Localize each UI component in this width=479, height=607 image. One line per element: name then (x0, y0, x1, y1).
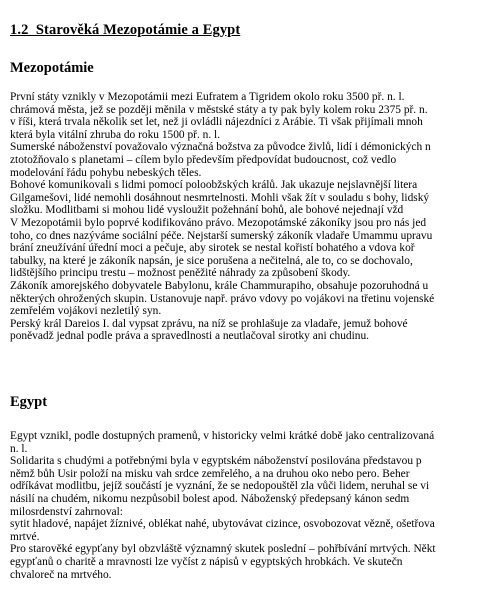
text-line: která byla vitální zhruba do roku 1500 př. n. l. (10, 128, 221, 141)
text-line: V Mezopotámii bylo poprvé kodifikováno právo. Mezopotámské zákoníky jsou pro nás jed (10, 216, 427, 229)
text-line: složku. Modlitbami si mohou lidé vysloužit požehnání bohů, ale bohové nejednají vžd (10, 204, 404, 217)
text-line: n. l. (10, 442, 28, 455)
text-line: ztotožňovalo s planetami – cílem bylo především předpovídat budoucnost, což vedlo (10, 153, 397, 166)
chapter-heading: 1.2 Starověká Mezopotámie a Egypt (10, 22, 241, 38)
text-line: Egypt vznikl, podle dostupných pramenů, v historicky velmi krátké době jako centralizovaná (10, 430, 435, 442)
text-line: němž bůh Usir položí na misku vah srdce zemřelého, a na druhou oko nebo pero. Beher (10, 467, 410, 480)
text-line: Bohové komunikovali s lidmi pomocí poloobžských králů. Jak ukazuje nejslavnější litera (10, 179, 418, 192)
text-line: Gilgamešovi, lidé nemohli dosáhnout nesmrtelnosti. Mohli však žít v souladu s bohy, lidský (10, 191, 430, 204)
text-line: lidštějšího principu trestu – možnost peněžité náhrady za způsobení škody. (10, 267, 351, 280)
text-line: zemřelém vojákovi nezletilý syn. (10, 305, 162, 318)
text-line: toho, co dnes nazýváme sociální péče. Nejstarší sumerský zákoník vladaře Umammu upravu (10, 229, 433, 242)
text-line: sytit hladové, napájet žíznivé, oblékat nahé, ubytovávat cizince, osvobozovat vězně, ošetřova (10, 518, 435, 531)
text-line: Pro starověké egypťany byl obzvláště významný skutek poslední – pohřbívání mrtvých. Někt (10, 543, 436, 556)
text-line: egypťanů o charitě a mravnosti lze vyčíst z nápisů v egyptských hrobkách. Ve skutečn (10, 555, 403, 568)
text-line: První státy vznikly v Mezopotámii mezi Eufratem a Tigridem okolo roku 3500 př. n. l. (10, 91, 405, 103)
text-line: některých ohrožených skupin. Ustanovuje např. právo vdovy po vojákovi na třetinu vojenské (10, 292, 435, 305)
text-line: odříkávat modlitbu, jejíž součástí je vyznání, že se nedopouštěl zla vůči lidem, neruhal se vi (10, 480, 430, 493)
text-line: chrámová města, jež se později měnila v městské státy a ty pak byly kolem roku 2375 př. n. (10, 103, 428, 116)
text-line: násilí na chudém, nikomu nezpůsobil bolest apod. Náboženský předepsaný kánon sedm (10, 492, 410, 505)
text-line: poněvadž jednal podle práva a spravedlnosti a neutlačoval sirotky ani chudinu. (10, 330, 370, 343)
text-line: brání zneužívání úřední moci a pečuje, aby sirotek se nestal kořistí bohatého a vdova koř (10, 242, 415, 255)
text-line: modelování řádu pohybu nebeských těles. (10, 166, 202, 179)
text-line: chvaloreč na mrtvého. (10, 568, 112, 581)
section-heading-egypt: Egypt (10, 394, 48, 410)
text-line: mrtvé. (10, 530, 40, 543)
section-heading-mezopotamie: Mezopotámie (10, 60, 94, 76)
text-line: milosrdenství zahrnoval: (10, 505, 123, 518)
text-line: Sumerské náboženství považovalo význačná božstva za původce živlů, lidí i démonických n (10, 141, 431, 154)
text-line: Solidarita s chudými a potřebnými byla v egyptském náboženství posilována představou p (10, 455, 422, 468)
text-line: v říši, která trvala několik set let, než ji ovládli nájezdníci z Arábie. Ti však přijímali mnoh (10, 116, 423, 129)
text-line: Perský král Dareios I. dal vypsat zprávu, na níž se prohlašuje za vladaře, jemuž bohové (10, 317, 408, 330)
text-line: tabulky, na které je zákoník napsán, je sice porušena a nečitelná, ale to, co se dochovalo, (10, 254, 413, 267)
text-line: Zákoník amorejského dobyvatele Babylonu, krále Chammurapiho, obsahuje pozoruhodná u (10, 279, 429, 292)
section-body-egypt (10, 430, 479, 581)
section-body-mezopotamie (10, 91, 479, 343)
